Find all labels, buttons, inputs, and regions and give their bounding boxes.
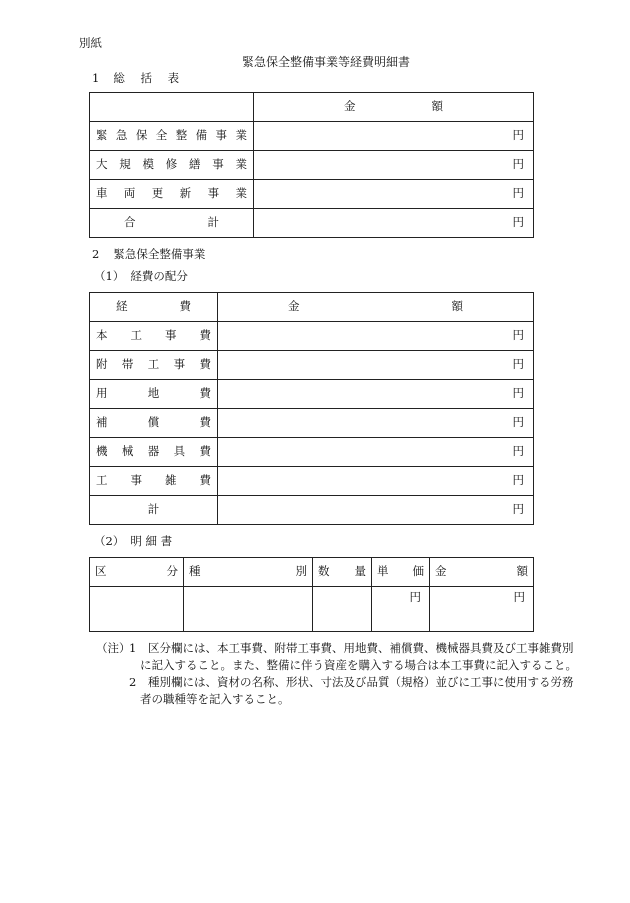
label-char: 別 — [295, 564, 307, 579]
expense-row — [90, 409, 534, 438]
label-char: 雑 — [165, 473, 177, 488]
summary-total-amount[interactable]: 円 — [254, 209, 534, 238]
detail-cell-type[interactable] — [184, 587, 313, 632]
detail-row — [90, 587, 534, 632]
label-char: 工 — [96, 473, 108, 488]
label-char: 分 — [166, 564, 178, 579]
label-char: 業 — [235, 128, 247, 143]
label-char: 整 — [175, 128, 188, 143]
summary-row-label — [90, 180, 254, 209]
label-char: 合 — [124, 215, 136, 230]
label-char: 緊 — [96, 128, 108, 143]
section1-title: 総 括 表 — [113, 71, 186, 85]
detail-header-type — [184, 558, 313, 587]
label-char: 区 — [95, 564, 107, 579]
expense-row-amount[interactable]: 円 — [218, 409, 534, 438]
label-char: 補 — [96, 415, 108, 430]
detail-cell-quantity[interactable] — [313, 587, 372, 632]
expense-row-label — [90, 351, 218, 380]
label-char: 事 — [173, 357, 186, 372]
section2-number: 2 — [92, 247, 100, 261]
sub2-label: （2） — [94, 534, 125, 548]
detail-header-unit-price — [372, 558, 430, 587]
label-char: 額 — [516, 564, 528, 579]
detail-cell-category[interactable] — [90, 587, 184, 632]
label-char: 量 — [354, 564, 366, 579]
sub2-heading — [94, 536, 172, 548]
label-char: 費 — [199, 386, 211, 401]
label-char: 償 — [147, 415, 160, 430]
expense-row — [90, 438, 534, 467]
label-char: 種 — [189, 564, 201, 579]
section2-title: 緊急保全整備事業 — [113, 247, 206, 261]
detail-table — [89, 557, 534, 632]
summary-row-label — [90, 151, 254, 180]
section1-heading — [92, 73, 185, 85]
label-char: 保 — [135, 128, 148, 143]
label-char: 械 — [121, 444, 134, 459]
attachment-label: 別紙 — [79, 36, 102, 50]
label-char: 模 — [142, 157, 154, 172]
label-char: 金 — [288, 299, 300, 314]
summary-header-blank — [90, 93, 254, 122]
label-char: 費 — [179, 299, 191, 314]
label-char: 修 — [165, 157, 178, 172]
label-char: 更 — [151, 186, 164, 201]
notes-label: （注） — [96, 641, 131, 655]
expense-row-amount[interactable]: 円 — [218, 438, 534, 467]
expense-total-amount[interactable]: 円 — [218, 496, 534, 525]
label-char: 事 — [165, 328, 177, 343]
expense-row — [90, 380, 534, 409]
detail-cell-amount[interactable]: 円 — [430, 587, 534, 632]
detail-cell-unit-price[interactable]: 円 — [372, 587, 430, 632]
note-number: 2 — [129, 675, 137, 689]
label-char: 価 — [412, 564, 424, 579]
summary-row-label — [90, 122, 254, 151]
label-char: 費 — [199, 357, 211, 372]
section1-number: 1 — [92, 71, 100, 85]
label-char: 工 — [147, 357, 160, 372]
expense-row — [90, 467, 534, 496]
label-char: 車 — [96, 186, 108, 201]
label-char: 工 — [130, 328, 142, 343]
detail-header-amount — [430, 558, 534, 587]
label-char: 機 — [96, 444, 108, 459]
summary-total-label — [90, 209, 254, 238]
expense-total-row — [90, 496, 534, 525]
note-number: 1 — [129, 641, 137, 655]
label-char: 金 — [435, 564, 447, 579]
label-char: 帯 — [121, 357, 134, 372]
header-char: 金 — [344, 99, 356, 114]
label-char: 事 — [130, 473, 142, 488]
expense-row-amount[interactable]: 円 — [218, 467, 534, 496]
label-char: 器 — [147, 444, 160, 459]
summary-row-amount[interactable]: 円 — [254, 151, 534, 180]
summary-header-amount — [254, 93, 534, 122]
detail-header-quantity — [313, 558, 372, 587]
label-char: 額 — [451, 299, 463, 314]
section2-heading — [92, 249, 205, 261]
expense-row-label — [90, 438, 218, 467]
summary-row — [90, 122, 534, 151]
label-char: 両 — [123, 186, 136, 201]
label-char: 単 — [377, 564, 389, 579]
expense-allocation-table — [89, 292, 534, 525]
note-text: 区分欄には、本工事費、附帯工事費、用地費、補償費、機械器具費及び工事雑費別 — [148, 641, 574, 655]
label-char: 地 — [147, 386, 160, 401]
label-char: 規 — [119, 157, 131, 172]
expense-row-label — [90, 380, 218, 409]
expense-row — [90, 322, 534, 351]
sub1-title: 経費の配分 — [130, 269, 188, 283]
label-char: 事 — [212, 157, 224, 172]
label-char: 繕 — [189, 157, 201, 172]
label-char: 大 — [96, 157, 108, 172]
note-text: 種別欄には、資材の名称、形状、寸法及び品質（規格）並びに工事に使用する労務 — [148, 675, 574, 689]
label-char: 費 — [199, 328, 211, 343]
summary-row — [90, 151, 534, 180]
summary-row — [90, 180, 534, 209]
label-char: 事 — [207, 186, 220, 201]
summary-table — [89, 92, 534, 238]
label-char: 本 — [96, 328, 108, 343]
summary-row-amount[interactable]: 円 — [254, 122, 534, 151]
expense-row — [90, 351, 534, 380]
sub1-heading — [94, 271, 188, 283]
label-char: 事 — [215, 128, 228, 143]
expense-row-amount[interactable]: 円 — [218, 322, 534, 351]
expense-header-label — [90, 293, 218, 322]
label-char: 数 — [318, 564, 330, 579]
expense-row-label — [90, 322, 218, 351]
detail-header-category — [90, 558, 184, 587]
sub2-title: 明 細 書 — [130, 534, 173, 548]
header-char: 額 — [431, 99, 443, 114]
expense-row-amount[interactable]: 円 — [218, 380, 534, 409]
summary-total-row — [90, 209, 534, 238]
label-char: 附 — [96, 357, 108, 372]
label-char: 費 — [199, 444, 211, 459]
label-char: 業 — [235, 186, 247, 201]
expense-row-label — [90, 467, 218, 496]
label-char: 費 — [199, 415, 211, 430]
note-text: 者の職種等を記入すること。 — [140, 692, 290, 706]
label-char: 備 — [195, 128, 208, 143]
sub1-label: （1） — [94, 269, 125, 283]
label-char: 急 — [115, 128, 128, 143]
summary-row-amount[interactable]: 円 — [254, 180, 534, 209]
expense-row-amount[interactable]: 円 — [218, 351, 534, 380]
label-char: 全 — [155, 128, 168, 143]
expense-total-label: 計 — [90, 496, 218, 525]
label-char: 経 — [116, 299, 128, 314]
label-char: 具 — [173, 444, 186, 459]
label-char: 用 — [96, 386, 108, 401]
expense-header-amount — [218, 293, 534, 322]
expense-row-label — [90, 409, 218, 438]
label-char: 業 — [235, 157, 247, 172]
label-char: 新 — [179, 186, 192, 201]
label-char: 計 — [207, 215, 219, 230]
document-title: 緊急保全整備事業等経費明細書 — [242, 55, 411, 69]
label-char: 費 — [199, 473, 211, 488]
note-text: に記入すること。また、整備に伴う資産を購入する場合は本工事費に記入すること。 — [140, 658, 577, 672]
